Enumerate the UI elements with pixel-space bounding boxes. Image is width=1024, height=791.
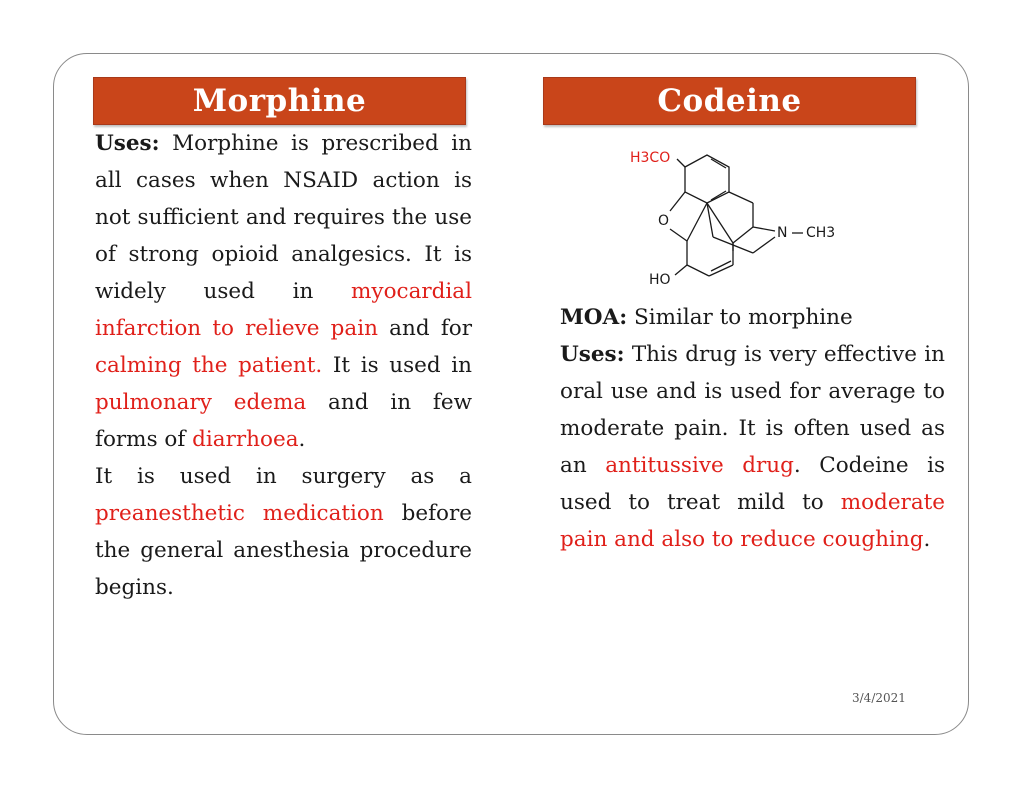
uses-label: Uses:: [95, 131, 160, 156]
text-span: It is used in surgery as a: [95, 464, 472, 489]
highlight-moderate-pain: moderate pain and also to reduce coughing: [560, 490, 945, 552]
codeine-title: Codeine: [543, 77, 916, 125]
hydroxyl-label: HO: [649, 272, 671, 288]
text-span: and in few forms of: [95, 390, 472, 452]
codeine-moa-paragraph: [560, 299, 945, 336]
text-span: and for: [377, 316, 472, 341]
highlight-myocardial: myocardial infarction to relieve pain: [95, 279, 472, 341]
highlight-diarrhoea: diarrhoea: [192, 427, 299, 452]
morphine-description: [95, 125, 472, 606]
highlight-preanesthetic: preanesthetic medication: [95, 501, 384, 526]
uses-label: Uses:: [560, 342, 625, 367]
morphine-uses-paragraph: [95, 125, 472, 458]
text-span: .: [923, 527, 931, 552]
text-span: Similar to morphine: [627, 305, 853, 330]
oxygen-label: O: [658, 213, 670, 229]
text-span: This drug is very effective in oral use and is used for average to moderate pain. It is often used as an: [560, 342, 945, 478]
slide-date: 3/4/2021: [852, 691, 906, 705]
text-span: .: [298, 427, 306, 452]
highlight-pulmonary: pulmonary edema: [95, 390, 307, 415]
text-span: before the general anesthesia procedure begins.: [95, 501, 472, 600]
morphine-title: Morphine: [93, 77, 466, 125]
morphine-surgery-paragraph: [95, 458, 472, 606]
codeine-structure-diagram: [625, 145, 850, 295]
codeine-uses-paragraph: [560, 336, 945, 558]
text-span: Morphine is prescribed in all cases when NSAID action is not sufficient and requires the use of strong opioid analgesics. It is widely used in: [95, 131, 472, 304]
codeine-description: [560, 299, 945, 558]
moa-label: MOA:: [560, 305, 628, 330]
highlight-calming: calming the patient.: [95, 353, 323, 378]
text-span: . Codeine is used to treat mild to: [560, 453, 946, 515]
text-span: It is used in: [322, 353, 472, 378]
highlight-antitussive: antitussive drug: [605, 453, 794, 478]
methoxy-label: H3CO: [630, 150, 671, 166]
amine-label: N: [777, 225, 788, 241]
methyl-label: CH3: [806, 225, 836, 241]
